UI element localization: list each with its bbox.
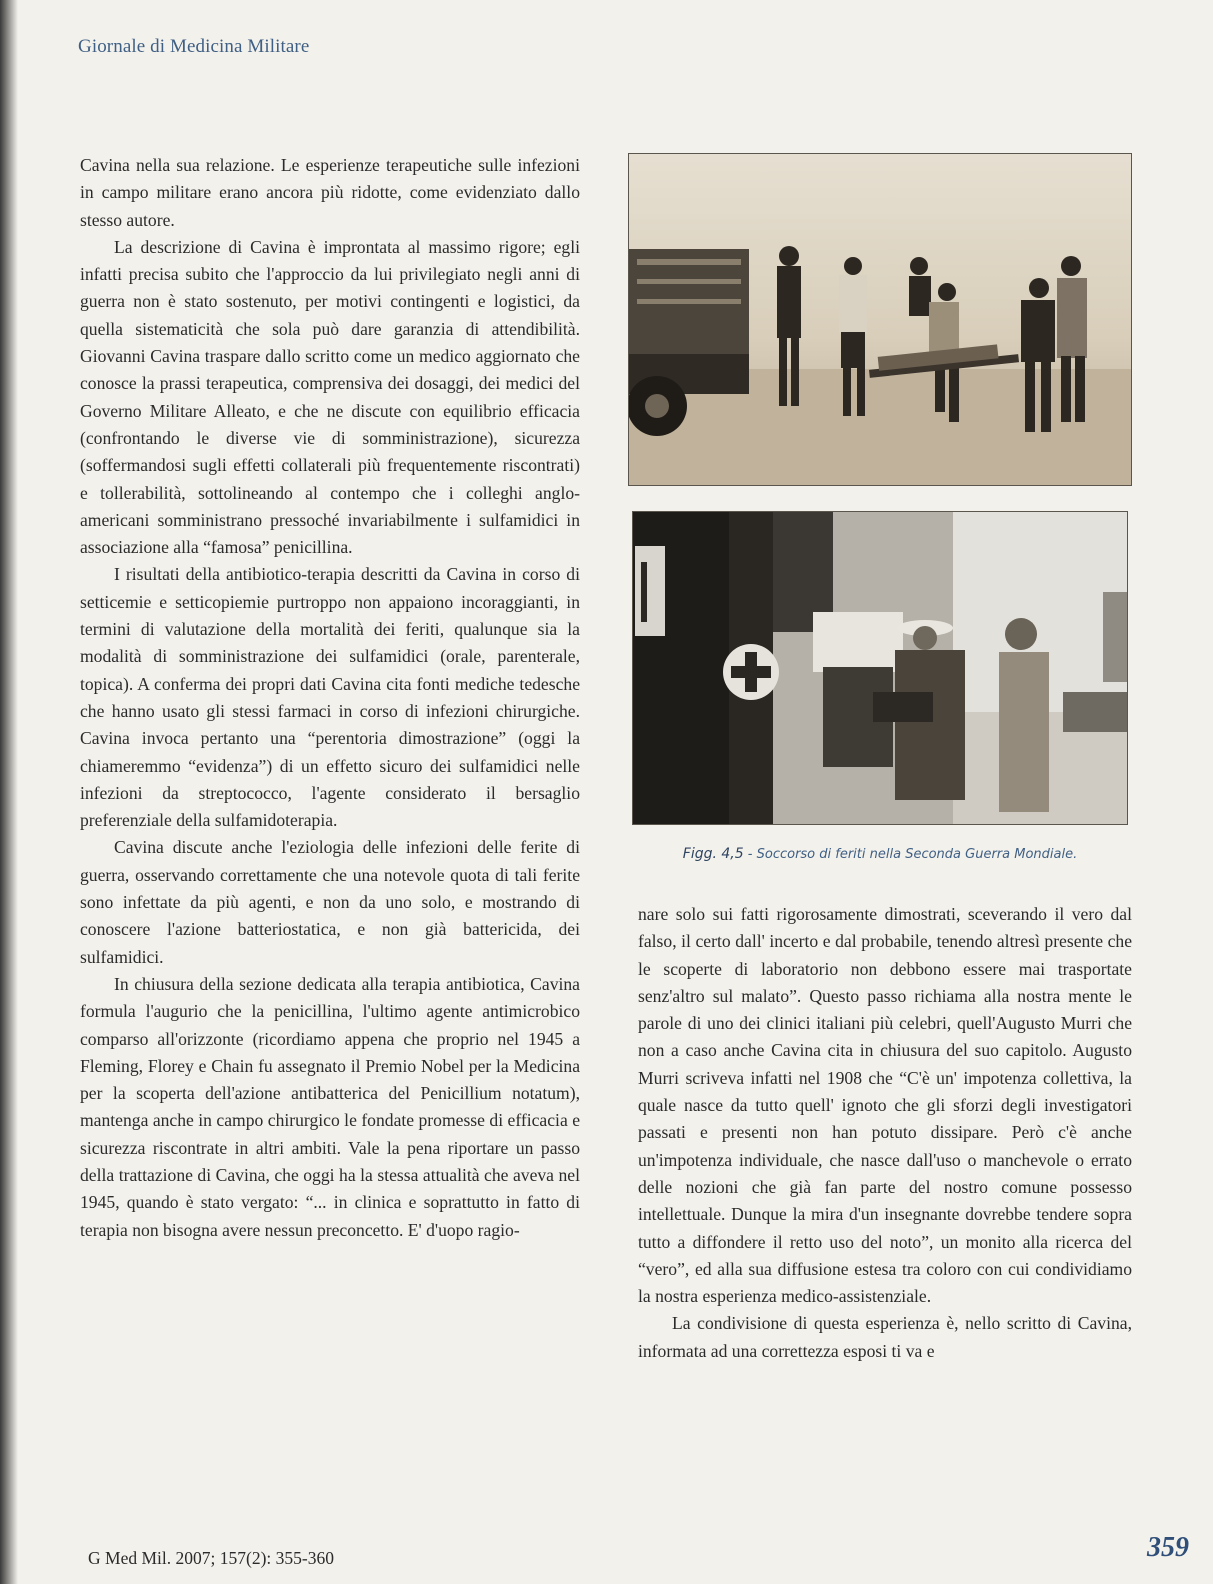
figure-4-photo: [628, 153, 1132, 486]
figure-caption: [632, 846, 1128, 862]
paragraph: I risultati della antibiotico-terapia descritti da Cavina in corso di setticemie e setticopiemie purtroppo non appaiono incoraggianti, in termini di valutazione della mortalità dei feriti, qualunque sia la modalità di somministrazione dei sulfamidici (orale, parenterale, topica). A conferma dei propri dati Cavina cita fonti mediche tedesche che hanno usato gli stessi farmaci in corso di infezioni chirurgiche. Cavina invoca pertanto una “perentoria dimostrazione” (oggi la chiameremmo “evidenza”) di un effetto sicuro dei sulfamidici nelle infezioni da streptococco, l'agente considerato il bersaglio preferenziale della sulfamidoterapia.: [80, 564, 580, 831]
figure-5-photo: [632, 511, 1128, 825]
paragraph: La condivisione di questa esperienza è, nello scritto di Cavina, informata ad una correttezza esposi ti va e: [638, 1313, 1132, 1361]
footer-citation: G Med Mil. 2007; 157(2): 355-360: [88, 1548, 334, 1568]
paragraph: Cavina nella sua relazione. Le esperienze terapeutiche sulle infezioni in campo militare erano ancora più ridotte, come evidenziato dallo stesso autore.: [80, 155, 580, 230]
page-number: 359: [1147, 1532, 1189, 1563]
paragraph: nare solo sui fatti rigorosamente dimostrati, sceverando il vero dal falso, il certo dall' incerto e dal probabile, tenendo altresì presente che le scoperte di laboratorio non debbono essere mai trasportate senz'altro sul malato”. Questo passo richiama alla nostra mente le parole di uno dei clinici italiani più celebri, quell'Augusto Murri che non a caso anche Cavina cita in chiusura del suo capitolo. Augusto Murri scriveva infatti nel 1908 che “C'è un' impotenza collettiva, la quale nasce da tutto quell' ignoto che gli sforzi degli investigatori passati e presenti non han potuto dissipare. Però c'è anche un'impotenza individuale, che nasce dall'uso o manchevole o errato delle nozioni che già fan parte del nostro comune possesso intellettuale. Dunque la mira d'un insegnante dovrebbe tendere sopra tutto a diffondere il retto uso del noto”, un monito alla ricerca del “vero”, ed alla sua diffusione estesa tra coloro con cui condividiamo la nostra esperienza medico-assistenziale.: [638, 904, 1132, 1307]
paragraph: In chiusura della sezione dedicata alla terapia antibiotica, Cavina formula l'augurio che la penicillina, l'ultimo agente antimicrobico comparso all'orizzonte (ricordiamo appena che proprio nel 1945 a Fleming, Florey e Chain fu assegnato il Premio Nobel per la Medicina per la scoperta dell'azione antibatterica del Penicillium notatum), mantenga anche in campo chirurgico le fondate promesse di efficacia e sicurezza riscontrate in altri ambiti. Vale la pena riportare un passo della trattazione di Cavina, che oggi ha la stessa attualità che aveva nel 1945, quando è stato vergato: “... in clinica e soprattutto in fatto di terapia non bisogna avere nessun preconcetto. E' d'uopo ragio-: [80, 973, 580, 1240]
page-binding-shadow: [0, 0, 18, 1584]
journal-running-head: Giornale di Medicina Militare: [78, 36, 310, 57]
stretcher-scene-photo: [629, 154, 1131, 485]
paragraph: Cavina discute anche l'eziologia delle infezioni delle ferite di guerra, osservando correttamente che una notevole quota di tali ferite sono infettate da più agenti, e non da uno solo, e mostrando di conoscere l'azione batteriostatica, e non già battericida, dei sulfamidici.: [80, 837, 580, 967]
ambulance-scene-photo: [633, 512, 1127, 824]
right-text-column: [638, 901, 1132, 1365]
figure-caption-label: Figg. 4,5: [682, 846, 744, 862]
paragraph: La descrizione di Cavina è improntata al massimo rigore; egli infatti precisa subito che l'approccio da lui privilegiato negli anni di guerra non è stato sostenuto, per motivi contingenti e logistici, da quella sistematicità che sola può dare garanzia di attendibilità. Giovanni Cavina traspare dallo scritto come un medico aggiornato che conosce la prassi terapeutica, comprensiva dei dosaggi, dei medici del Governo Militare Alleato, e che ne discute con equilibrio efficacia (confrontando le diverse vie di somministrazione), sicurezza (soffermandosi sugli effetti collaterali più frequentemente riscontrati) e tollerabilità, sottolineando al contempo che i colleghi anglo-americani somministrano pressoché invariabilmente i sulfamidici in associazione alla “famosa” penicillina.: [80, 236, 580, 558]
figure-caption-text: - Soccorso di feriti nella Seconda Guerra Mondiale.: [743, 847, 1078, 862]
left-text-column: [80, 152, 580, 1244]
